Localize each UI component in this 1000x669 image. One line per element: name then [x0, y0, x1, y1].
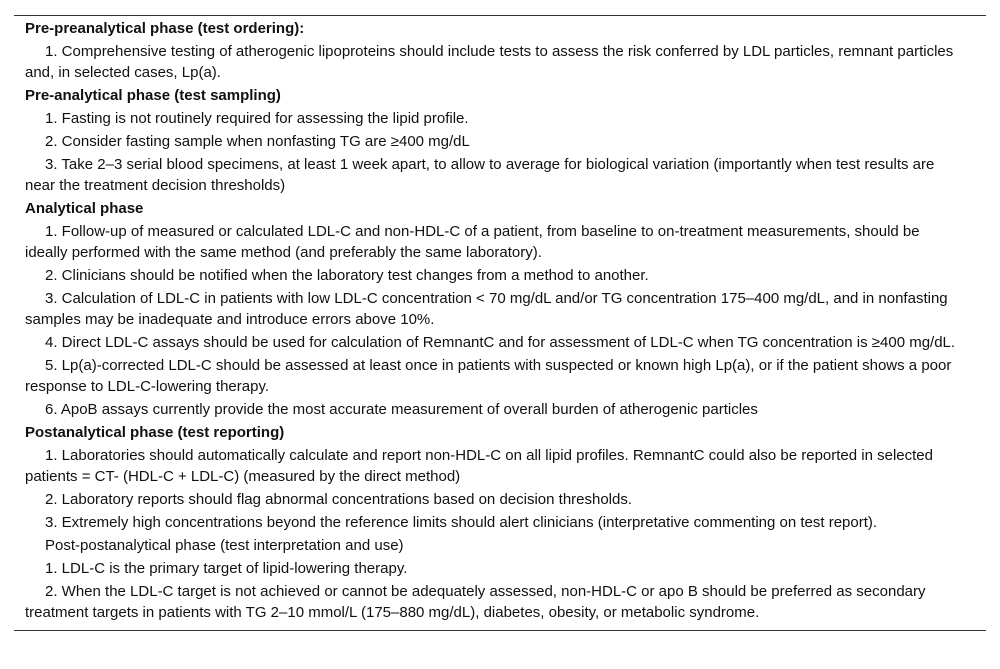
list-item: 3. Extremely high concentrations beyond the reference limits should alert clinicians (interpretative commenting on test report).	[45, 514, 878, 531]
section-pre-preanalytical	[14, 19, 986, 83]
list-item: 1. LDL-C is the primary target of lipid-lowering therapy.	[45, 560, 408, 577]
list-item: 2. Laboratory reports should flag abnormal concentrations based on decision thresholds.	[45, 491, 633, 508]
list-item: 2. Consider fasting sample when nonfasting TG are ≥400 mg/dL	[45, 133, 470, 150]
section-heading: Analytical phase	[25, 200, 144, 217]
list-item: 1. Fasting is not routinely required for assessing the lipid profile.	[45, 110, 469, 127]
list-item: 3. Calculation of LDL-C in patients with low LDL-C concentration < 70 mg/dL and/or TG concentration 175–400 mg/dL, and in nonfasting samples may be inadequate and introduce errors above 10%.	[25, 290, 948, 328]
list-item: 1. Laboratories should automatically calculate and report non-HDL-C on all lipid profiles. RemnantC could also be reported in selected patients = CT- (HDL-C + LDL-C) (measured by the direct method)	[25, 447, 933, 485]
list-item: 2. Clinicians should be notified when the laboratory test changes from a method to another.	[45, 267, 649, 284]
section-analytical	[14, 199, 986, 420]
subsection-label: Post-postanalytical phase (test interpretation and use)	[45, 537, 404, 554]
list-item: 2. When the LDL-C target is not achieved or cannot be adequately assessed, non-HDL-C or apo B should be preferred as secondary treatment targets in patients with TG 2–10 mmol/L (175–880 mg/dL), diabetes, obesity, or metabolic syndrome.	[25, 583, 926, 621]
list-item: 6. ApoB assays currently provide the most accurate measurement of overall burden of atherogenic particles	[45, 401, 758, 418]
list-item: 1. Comprehensive testing of atherogenic lipoproteins should include tests to assess the risk conferred by LDL particles, remnant particles and, in selected cases, Lp(a).	[25, 43, 954, 81]
section-postanalytical	[14, 423, 986, 623]
section-heading: Pre-analytical phase (test sampling)	[25, 87, 281, 104]
list-item: 4. Direct LDL-C assays should be used for calculation of RemnantC and for assessment of LDL-C when TG concentration is ≥400 mg/dL.	[45, 334, 956, 351]
section-heading: Pre-preanalytical phase (test ordering):	[25, 20, 305, 37]
list-item: 1. Follow-up of measured or calculated LDL-C and non-HDL-C of a patient, from baseline to on-treatment measurements, should be ideally performed with the same method (and preferably the same laboratory).	[25, 223, 920, 261]
list-item: 5. Lp(a)-corrected LDL-C should be assessed at least once in patients with suspected or known high Lp(a), or if the patient shows a poor response to LDL-C-lowering therapy.	[25, 357, 952, 395]
section-heading: Postanalytical phase (test reporting)	[25, 424, 285, 441]
list-item: 3. Take 2–3 serial blood specimens, at least 1 week apart, to allow to average for biological variation (importantly when test results are near the treatment decision thresholds)	[25, 156, 935, 194]
section-pre-analytical	[14, 86, 986, 196]
recommendations-table	[14, 15, 986, 631]
